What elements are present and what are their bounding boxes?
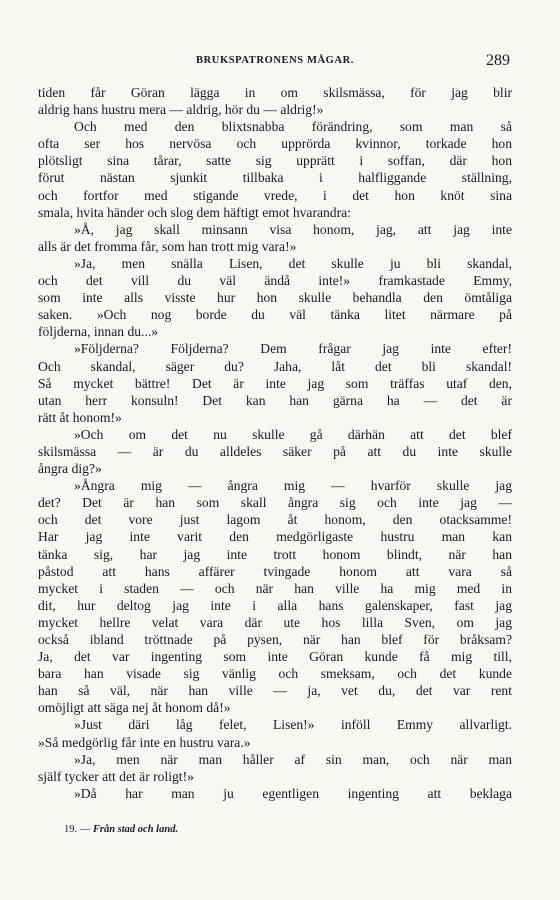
text-line: Och med den blixtsnabba förändring, som man så	[74, 119, 512, 135]
text-line: omöjligt att säga nej åt honom då!»	[38, 700, 231, 716]
text-line: »Just däri låg felet, Lisen!» inföll Emmy allvarligt.	[74, 717, 512, 733]
text-line: och fortfor med stigande vrede, i det hon knöt sina	[38, 187, 512, 203]
text-line: »Ja, men när man håller af sin man, och när man	[74, 751, 512, 767]
text-line: och det vill du väl ändå inte!» framkastade Emmy,	[38, 273, 512, 289]
text-line: dit, hur deltog jag inte i alla hans galenskaper, fast jag	[38, 597, 512, 613]
text-line: följderna, innan du...»	[38, 324, 159, 340]
page-number: 289	[486, 52, 510, 69]
text-line: själf tycker att det är roligt!»	[38, 768, 194, 784]
text-line: och det vore just lagom åt honom, den otacksamme!	[38, 512, 512, 528]
text-line: tiden får Göran lägga in om skilsmässa, för jag blir	[38, 85, 512, 100]
text-line: aldrig hans hustru mera — aldrig, hör du — aldrig!»	[38, 102, 324, 118]
page-header	[40, 52, 510, 76]
text-line: ångra dig?»	[38, 461, 102, 477]
text-line: »Ja, men snälla Lisen, det skulle ju bli skandal,	[74, 255, 512, 271]
running-title: BRUKSPATRONENS MÅGAR.	[195, 55, 355, 66]
text-line: mycket i staden — och när han ville ha mig med in	[38, 580, 512, 596]
text-line: Så mycket bättre! Det är inte jag som träffas utaf den,	[38, 375, 512, 391]
text-line: plötsligt sina tårar, satte sig upprätt i soffan, där hon	[38, 153, 512, 169]
text-line: Ja, det var ingenting som inte Göran kunde få mig till,	[38, 649, 512, 665]
footer-title: Från stad och land.	[92, 824, 179, 835]
text-line: Och skandal, säger du? Jaha, låt det bli skandal!	[38, 358, 512, 374]
text-line: påstod att hans affärer tvingade honom att vara så	[38, 563, 512, 579]
text-line: »Så medgörlig får inte en hustru vara.»	[38, 734, 251, 750]
text-line: rätt åt honom!»	[38, 409, 122, 425]
text-line: som inte alls visste hur hon skulle behandla den ömtåliga	[38, 290, 512, 306]
page-footer	[64, 824, 178, 835]
text-line: »Följderna? Följderna? Dem frågar jag inte efter!	[74, 341, 512, 357]
text-line: bara han visade sig vänlig och smeksam, och det kunde	[38, 666, 512, 682]
text-line: smala, hvita händer och slog dem häftigt emot hvarandra:	[38, 204, 351, 220]
text-line: »Ångra mig — ångra mig — hvarför skulle jag	[74, 478, 512, 494]
footer-signature: 19. —	[64, 824, 91, 835]
text-line: »Då har man ju egentligen ingenting att beklaga	[74, 785, 512, 801]
text-line: alls är det fromma får, som han trott mig vara!»	[38, 238, 297, 254]
text-line: Har jag inte varit den medgörligaste hustru man kan	[38, 529, 512, 545]
text-line: tänka sig, har jag inte trott honom blindt, när han	[38, 546, 512, 562]
text-line: ofta ser hos nervösa och upprörda kvinnor, torkade hon	[38, 136, 512, 152]
text-line: »Å, jag skall minsann visa honom, jag, att jag inte	[74, 221, 512, 237]
text-line: skilsmässa — är du alldeles säker på att du inte skulle	[38, 443, 512, 459]
text-line: han så väl, när han ville — ja, vet du, det var rent	[38, 683, 512, 699]
text-line: utan herr konsuln! Det kan han gärna ha — det är	[38, 392, 512, 408]
text-line: förut nästan sjunkit tillbaka i halfliggande ställning,	[38, 170, 512, 186]
text-line: det? Det är han som skall ångra sig och inte jag —	[38, 495, 512, 511]
body-text	[38, 84, 512, 802]
text-line: saken. »Och nog borde du väl tänka litet närmare på	[38, 307, 512, 323]
text-line: »Och om det nu skulle gå därhän att det blef	[74, 426, 512, 442]
text-line: mycket hellre velat vara där ute hos lilla Sven, om jag	[38, 614, 512, 630]
text-line: också ibland tröttnade på pysen, när han blef för bråksam?	[38, 632, 512, 647]
